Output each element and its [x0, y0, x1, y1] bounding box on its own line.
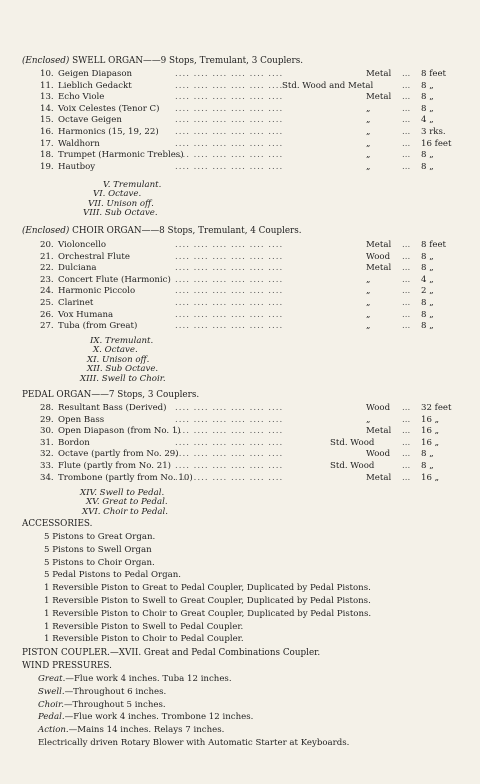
stop-size: 4 „: [421, 115, 434, 126]
leader-dots: .... .... .... .... .... ....: [175, 414, 284, 425]
stop-size: 8 „: [421, 92, 434, 103]
leader-dots: ...: [402, 127, 411, 137]
stop-material: Metal: [366, 240, 392, 250]
leader-dots: ...: [402, 138, 411, 149]
leader-dots: ...: [402, 80, 411, 91]
leader-dots: ...: [402, 263, 411, 274]
wind-pressure-item: [38, 687, 166, 698]
wind-pressure-item: [38, 712, 253, 723]
stop-size: 16 feet: [421, 138, 452, 149]
stop-name: Concert Flute (Harmonic): [58, 274, 171, 285]
stop-material: Metal: [366, 426, 392, 437]
leader-dots: .... .... .... .... .... ....: [175, 69, 284, 79]
stop-material: „: [366, 298, 371, 308]
accessory-item: 5 Pistons to Choir Organ.: [44, 557, 155, 568]
stop-name: Harmonic Piccolo: [58, 286, 136, 297]
stop-material: Metal: [366, 92, 392, 103]
coupler-item: XII. Sub Octave.: [87, 364, 159, 375]
stop-name: Octave (partly from No. 29): [58, 449, 179, 460]
wind-key: Pedal.: [38, 712, 65, 723]
stop-size: 8 „: [421, 321, 434, 332]
pedal-heading: PEDAL ORGAN——7 Stops, 3 Couplers.: [22, 390, 200, 400]
leader-dots: .... .... .... .... .... ....: [175, 150, 284, 161]
stop-material: Std. Wood: [330, 461, 375, 471]
coupler-item: X. Octave.: [93, 345, 138, 356]
stop-material: Std. Wood: [330, 437, 375, 448]
stop-name: Vox Humana: [58, 309, 114, 320]
leader-dots: .... .... .... .... .... ....: [175, 472, 284, 483]
stop-number: 26.: [40, 309, 54, 320]
stop-material: „: [366, 414, 371, 425]
stop-size: 3 rks.: [421, 127, 446, 137]
leader-dots: ...: [402, 69, 411, 79]
leader-dots: .... .... .... .... .... ....: [175, 274, 284, 285]
stop-material: Metal: [366, 472, 392, 483]
stop-size: 8 „: [421, 251, 434, 262]
wind-pressure-item: [38, 725, 224, 736]
stop-material: „: [366, 115, 371, 126]
stop-number: 16.: [40, 127, 54, 137]
section-summary: 7 Stops, 3 Couplers.: [108, 390, 200, 400]
stop-name: Clarinet: [58, 298, 94, 308]
accessories-heading: ACCESSORIES.: [22, 519, 93, 529]
leader-dots: .... .... .... .... .... ....: [175, 461, 284, 471]
stop-size: 8 „: [421, 309, 434, 320]
stop-number: 13.: [40, 92, 54, 103]
leader-dots: .... .... .... .... .... ....: [175, 240, 284, 250]
leader-dots: .... .... .... .... .... ....: [175, 298, 284, 308]
stop-material: „: [366, 138, 371, 149]
leader-dots: ...: [402, 274, 411, 285]
stop-material: Metal: [366, 69, 392, 79]
section-summary: 8 Stops, Tremulant, 4 Couplers.: [159, 226, 302, 236]
stop-size: 16 „: [421, 414, 440, 425]
accessory-item: 1 Reversible Piston to Swell to Pedal Coupler.: [44, 621, 244, 632]
leader-dots: ...: [402, 103, 411, 114]
stop-number: 21.: [40, 251, 54, 262]
leader-dots: ...: [402, 321, 411, 332]
stop-number: 19.: [40, 161, 54, 172]
stop-size: 16 „: [421, 426, 440, 437]
coupler-item: V. Tremulant.: [103, 180, 162, 190]
leader-dots: ...: [402, 92, 411, 103]
stop-number: 27.: [40, 321, 54, 332]
stop-number: 32.: [40, 449, 54, 460]
leader-dots: ...: [402, 437, 411, 448]
stop-name: Open Bass: [58, 414, 105, 425]
stop-size: 16 „: [421, 472, 440, 483]
leader-dots: .... .... .... .... .... ....: [175, 321, 284, 332]
leader-dots: ...: [402, 298, 411, 308]
stop-number: 10.: [40, 69, 54, 79]
leader-dots: .... .... .... .... .... ....: [175, 263, 284, 274]
leader-dots: ...: [402, 115, 411, 126]
section-title: CHOIR ORGAN: [72, 226, 142, 236]
stop-number: 25.: [40, 298, 54, 308]
stop-number: 24.: [40, 286, 54, 297]
stop-number: 29.: [40, 414, 54, 425]
accessory-item: 1 Reversible Piston to Choir to Great Coupler, Duplicated by Pedal Pistons.: [44, 608, 372, 619]
stop-size: 8 „: [421, 80, 434, 91]
leader-dots: .... .... .... .... .... ....: [175, 138, 284, 149]
leader-dots: .... .... .... .... .... ....: [175, 251, 284, 262]
stop-size: 8 „: [421, 461, 434, 471]
wind-value: —Throughout 5 inches.: [63, 699, 166, 710]
stop-name: Open Diapason (from No. 1): [58, 426, 181, 437]
accessory-item: 1 Reversible Piston to Swell to Great Coupler, Duplicated by Pedal Pistons.: [44, 596, 371, 606]
leader-dots: .... .... .... .... .... ....: [175, 426, 284, 437]
stop-size: 16 „: [421, 437, 440, 448]
accessory-item: 5 Pistons to Swell Organ: [44, 544, 152, 555]
leader-dots: ...: [402, 472, 411, 483]
stop-name: Bordon: [58, 437, 90, 448]
stop-number: 15.: [40, 115, 54, 126]
leader-dots: .... .... .... .... .... ....: [175, 92, 284, 103]
stop-name: Lieblich Gedackt: [58, 80, 132, 91]
piston-coupler-line: PISTON COUPLER.—XVII. Great and Pedal Combinations Coupler.: [22, 648, 321, 658]
stop-name: Trumpet (Harmonic Trebles): [58, 150, 184, 161]
accessory-item: 5 Pistons to Great Organ.: [44, 532, 156, 542]
leader-dots: ...: [402, 426, 411, 437]
leader-dots: .... .... .... .... .... ....: [175, 161, 284, 172]
stop-name: Voix Celestes (Tenor C): [58, 103, 160, 114]
leader-dots: ...: [402, 309, 411, 320]
stop-number: 30.: [40, 426, 54, 437]
stop-material: „: [366, 274, 371, 285]
stop-number: 22.: [40, 263, 54, 274]
wind-value: —Flue work 4 inches. Tuba 12 inches.: [65, 674, 232, 684]
stop-material: „: [366, 321, 371, 332]
leader-dots: ...: [402, 161, 411, 172]
leader-dots: ...: [402, 403, 411, 413]
accessory-item: 5 Pedal Pistons to Pedal Organ.: [44, 570, 182, 581]
wind-key: Choir.: [38, 699, 64, 710]
stop-size: 4 „: [421, 274, 434, 285]
stop-name: Geigen Diapason: [58, 69, 133, 79]
stop-number: 11.: [40, 80, 54, 91]
leader-dots: ...: [402, 449, 411, 460]
coupler-item: XV. Great to Pedal.: [86, 497, 168, 508]
leader-dots: ...: [402, 251, 411, 262]
stop-size: 8 feet: [421, 240, 447, 250]
leader-dots: .... .... .... .... .... ....: [175, 403, 284, 413]
enclosed-label: (Enclosed): [22, 226, 70, 236]
leader-dots: ...: [402, 240, 411, 250]
stop-material: Wood: [366, 449, 391, 460]
stop-material: „: [366, 150, 371, 161]
stop-name: Orchestral Flute: [58, 251, 130, 262]
wind-pressure-item: [38, 700, 166, 711]
stop-number: 17.: [40, 138, 54, 149]
stop-material: „: [366, 286, 371, 297]
stop-name: Flute (partly from No. 21): [58, 461, 172, 471]
leader-dots: .... .... .... .... .... ....: [175, 80, 284, 91]
wind-key: Swell.: [38, 686, 65, 697]
wind-value: —Flue work 4 inches. Trombone 12 inches.: [64, 712, 254, 723]
stop-name: Dulciana: [58, 263, 97, 274]
coupler-item: XIII. Swell to Choir.: [80, 373, 166, 384]
accessory-item: 1 Reversible Piston to Choir to Pedal Coupler.: [44, 634, 244, 645]
section-title: SWELL ORGAN: [72, 56, 144, 66]
stop-size: 8 „: [421, 150, 434, 161]
stop-number: 31.: [40, 437, 54, 448]
coupler-item: VII. Unison off.: [88, 198, 154, 209]
leader-dots: .... .... .... .... .... ....: [175, 286, 284, 297]
stop-size: 8 „: [421, 449, 434, 460]
stop-name: Tuba (from Great): [58, 321, 138, 332]
stop-size: 2 „: [421, 286, 434, 297]
stop-size: 8 „: [421, 298, 434, 308]
stop-name: Resultant Bass (Derived): [58, 403, 167, 413]
stop-name: Violoncello: [58, 240, 107, 250]
leader-dots: ...: [402, 286, 411, 297]
stop-size: 32 feet: [421, 403, 452, 413]
stop-number: 34.: [40, 472, 54, 483]
leader-dots: .... .... .... .... .... ....: [175, 449, 284, 460]
accessory-item: 1 Reversible Piston to Great to Pedal Coupler, Duplicated by Pedal Pistons.: [44, 583, 371, 594]
section-title: PEDAL ORGAN: [22, 390, 92, 400]
stop-material: Wood: [366, 403, 391, 413]
wind-value: —Mains 14 inches. Relays 7 inches.: [68, 725, 225, 736]
coupler-item: VIII. Sub Octave.: [83, 208, 158, 219]
stop-number: 20.: [40, 240, 54, 250]
enclosed-label: (Enclosed): [22, 56, 70, 66]
stop-name: Trombone (partly from No. 10): [58, 472, 193, 483]
stop-material: „: [366, 103, 371, 114]
stop-size: 8 „: [421, 161, 434, 172]
leader-dots: .... .... .... .... .... ....: [175, 309, 284, 320]
wind-value: Electrically driven Rotary Blower with Automatic Starter at Keyboards.: [38, 738, 350, 748]
stop-name: Octave Geigen: [58, 115, 122, 126]
coupler-item: IX. Tremulant.: [90, 336, 154, 346]
stop-name: Echo Viole: [58, 92, 105, 103]
swell-heading: (Enclosed) SWELL ORGAN——9 Stops, Tremulant, 3 Couplers.: [22, 56, 304, 66]
leader-dots: .... .... .... .... .... ....: [175, 437, 284, 448]
leader-dots: ...: [402, 150, 411, 161]
stop-material: „: [366, 161, 371, 172]
wind-pressure-item: [38, 674, 232, 685]
leader-dots: .... .... .... .... .... ....: [175, 115, 284, 126]
wind-pressures-heading: WIND PRESSURES.: [22, 661, 112, 671]
stop-number: 14.: [40, 103, 54, 114]
stop-number: 23.: [40, 274, 54, 285]
stop-name: Hautboy: [58, 161, 96, 172]
leader-dots: ...: [402, 414, 411, 425]
stop-number: 18.: [40, 150, 54, 161]
section-summary: 9 Stops, Tremulant, 3 Couplers.: [160, 56, 304, 66]
stop-number: 28.: [40, 403, 54, 413]
leader-dots: .... .... .... .... .... ....: [175, 103, 284, 114]
stop-name: Waldhorn: [58, 138, 100, 149]
choir-heading: (Enclosed) CHOIR ORGAN——8 Stops, Tremulant, 4 Couplers.: [22, 226, 302, 236]
leader-dots: .... .... .... .... .... ....: [175, 127, 284, 137]
stop-material: „: [366, 309, 371, 320]
leader-dots: ...: [402, 461, 411, 471]
stop-name: Harmonics (15, 19, 22): [58, 127, 159, 137]
coupler-item: XIV. Swell to Pedal.: [80, 488, 165, 498]
stop-material: Wood: [366, 251, 391, 262]
coupler-item: VI. Octave.: [93, 189, 142, 200]
coupler-item: XI. Unison off.: [87, 354, 150, 365]
stop-material: „: [366, 127, 371, 137]
stop-size: 8 „: [421, 103, 434, 114]
wind-key: Action.: [38, 725, 69, 736]
stop-size: 8 „: [421, 263, 434, 274]
stop-material: Std. Wood and Metal: [282, 80, 374, 91]
stop-material: Metal: [366, 263, 392, 274]
wind-key: Great.: [38, 674, 66, 684]
coupler-item: XVI. Choir to Pedal.: [82, 506, 169, 517]
wind-value: —Throughout 6 inches.: [64, 686, 167, 697]
wind-pressure-item: [38, 738, 349, 749]
stop-size: 8 feet: [421, 69, 447, 79]
stop-number: 33.: [40, 461, 54, 471]
